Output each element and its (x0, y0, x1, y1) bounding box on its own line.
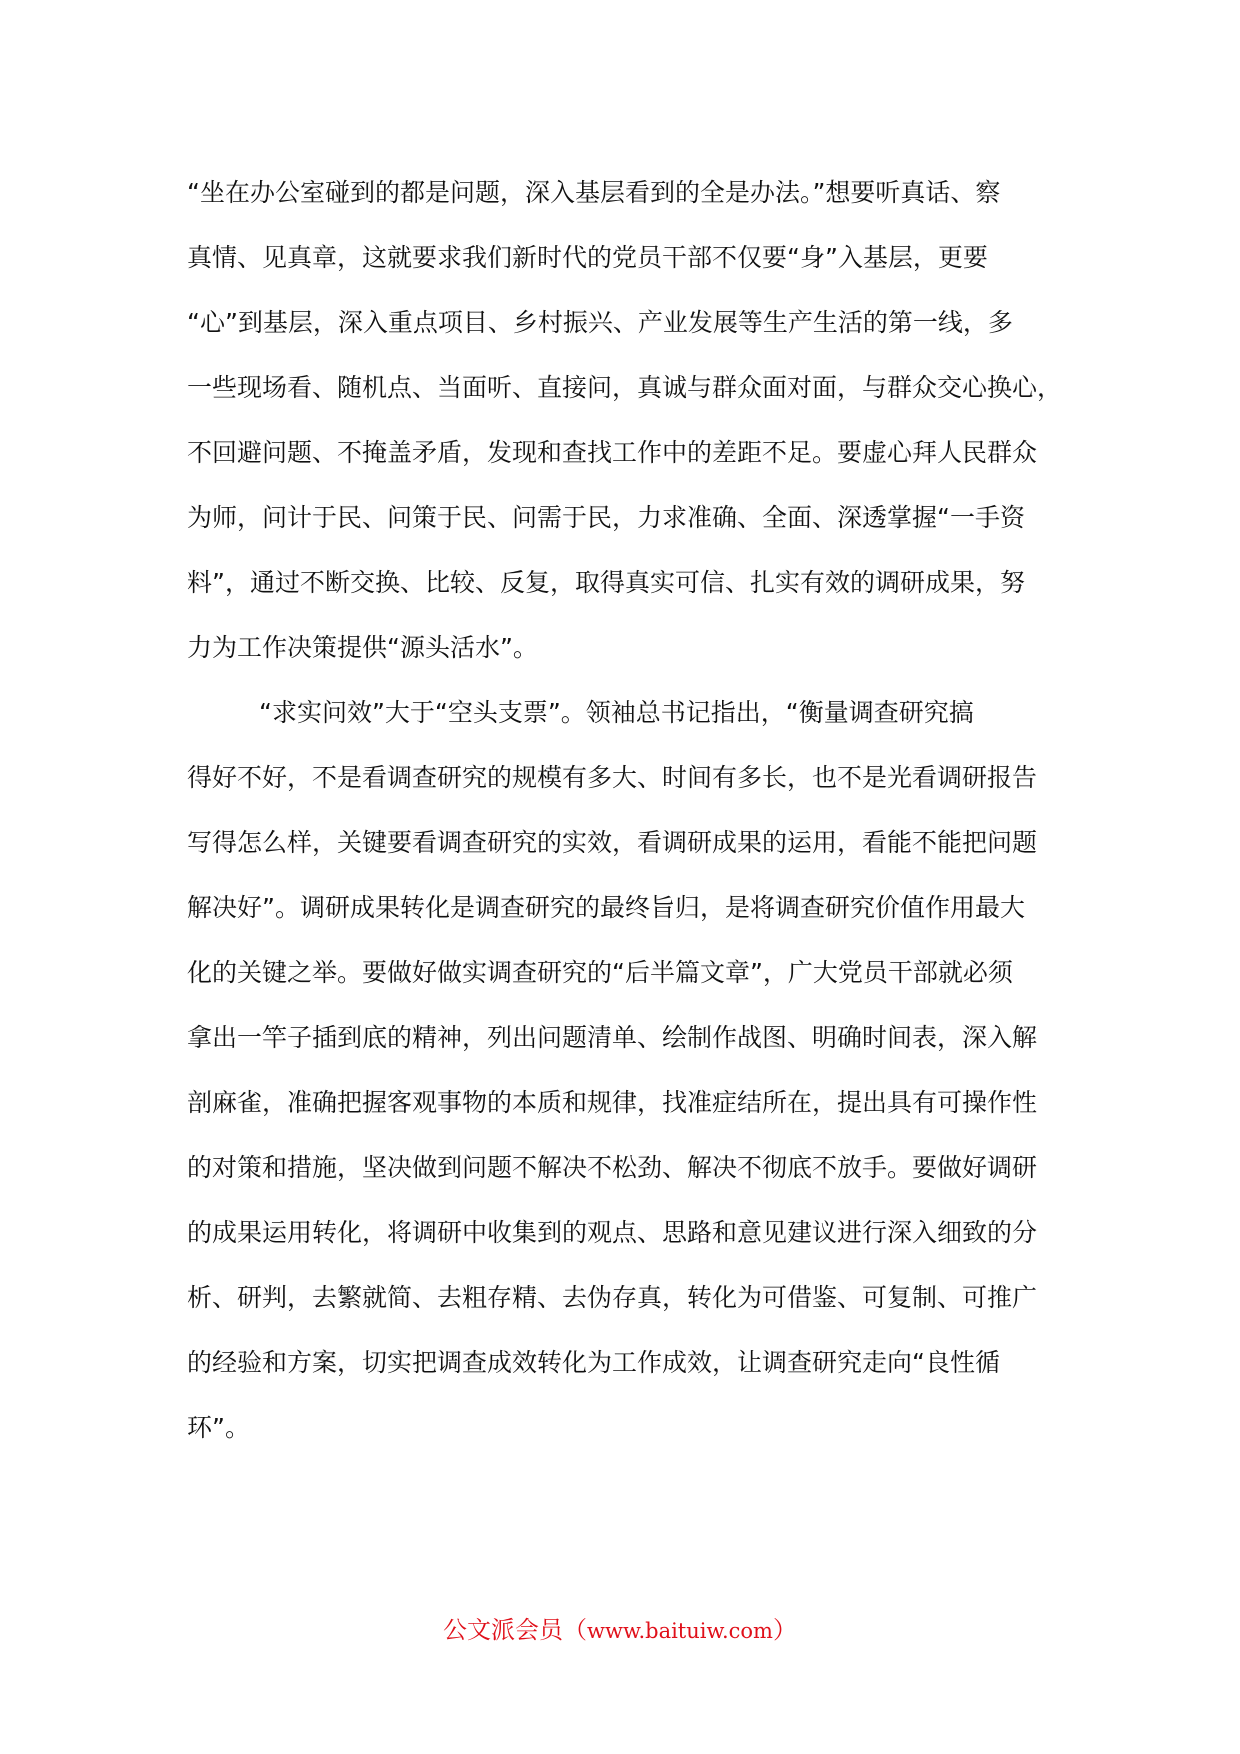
text-line: 的经验和方案，切实把调查成效转化为工作成效，让调查研究走向“良性循 (187, 1348, 1000, 1377)
text-line: “求实问效”大于“空头支票”。领袖总书记指出，“衡量调查研究搞 (259, 698, 974, 727)
footer-url-link[interactable]: www.baituiw.com (587, 1619, 773, 1643)
footer-open-paren: （ (563, 1616, 588, 1644)
text-line: 力为工作决策提供“源头活水”。 (187, 633, 538, 662)
text-line: 环”。 (187, 1413, 250, 1442)
text-line: “坐在办公室碰到的都是问题，深入基层看到的全是办法。”想要听真话、察 (187, 178, 1001, 207)
text-line: 得好不好，不是看调查研究的规模有多大、时间有多长，也不是光看调研报告 (187, 763, 1038, 792)
document-body (187, 160, 1063, 1460)
footer-brand: 公文派会员 (443, 1616, 564, 1644)
text-line: 写得怎么样，关键要看调查研究的实效，看调研成果的运用，看能不能把问题 (187, 828, 1038, 857)
text-line: 不回避问题、不掩盖矛盾，发现和查找工作中的差距不足。要虚心拜人民群众 (187, 438, 1038, 467)
text-line: 剖麻雀，准确把握客观事物的本质和规律，找准症结所在，提出具有可操作性 (187, 1088, 1038, 1117)
text-line: 解决好”。调研成果转化是调查研究的最终旨归，是将调查研究价值作用最大 (187, 893, 1025, 922)
text-line: 一些现场看、随机点、当面听、直接问，真诚与群众面对面，与群众交心换心， (187, 373, 1063, 402)
footer-close-paren: ） (772, 1616, 797, 1644)
paragraph-2 (187, 680, 1055, 1460)
paragraph-1 (187, 160, 1063, 680)
text-line: 为师，问计于民、问策于民、问需于民，力求准确、全面、深透掌握“一手资 (187, 503, 1025, 532)
text-line: 真情、见真章，这就要求我们新时代的党员干部不仅要“身”入基层，更要 (187, 243, 988, 272)
footer-watermark (0, 1610, 1240, 1651)
text-line: “心”到基层，深入重点项目、乡村振兴、产业发展等生产生活的第一线，多 (187, 308, 1013, 337)
text-line: 析、研判，去繁就简、去粗存精、去伪存真，转化为可借鉴、可复制、可推广 (187, 1283, 1038, 1312)
text-line: 的成果运用转化，将调研中收集到的观点、思路和意见建议进行深入细致的分 (187, 1218, 1038, 1247)
text-line: 的对策和措施，坚决做到问题不解决不松劲、解决不彻底不放手。要做好调研 (187, 1153, 1038, 1182)
text-line: 化的关键之举。要做好做实调查研究的“后半篇文章”，广大党员干部就必须 (187, 958, 1013, 987)
text-line: 拿出一竿子插到底的精神，列出问题清单、绘制作战图、明确时间表，深入解 (187, 1023, 1038, 1052)
text-line: 料”，通过不断交换、比较、反复，取得真实可信、扎实有效的调研成果，努 (187, 568, 1025, 597)
